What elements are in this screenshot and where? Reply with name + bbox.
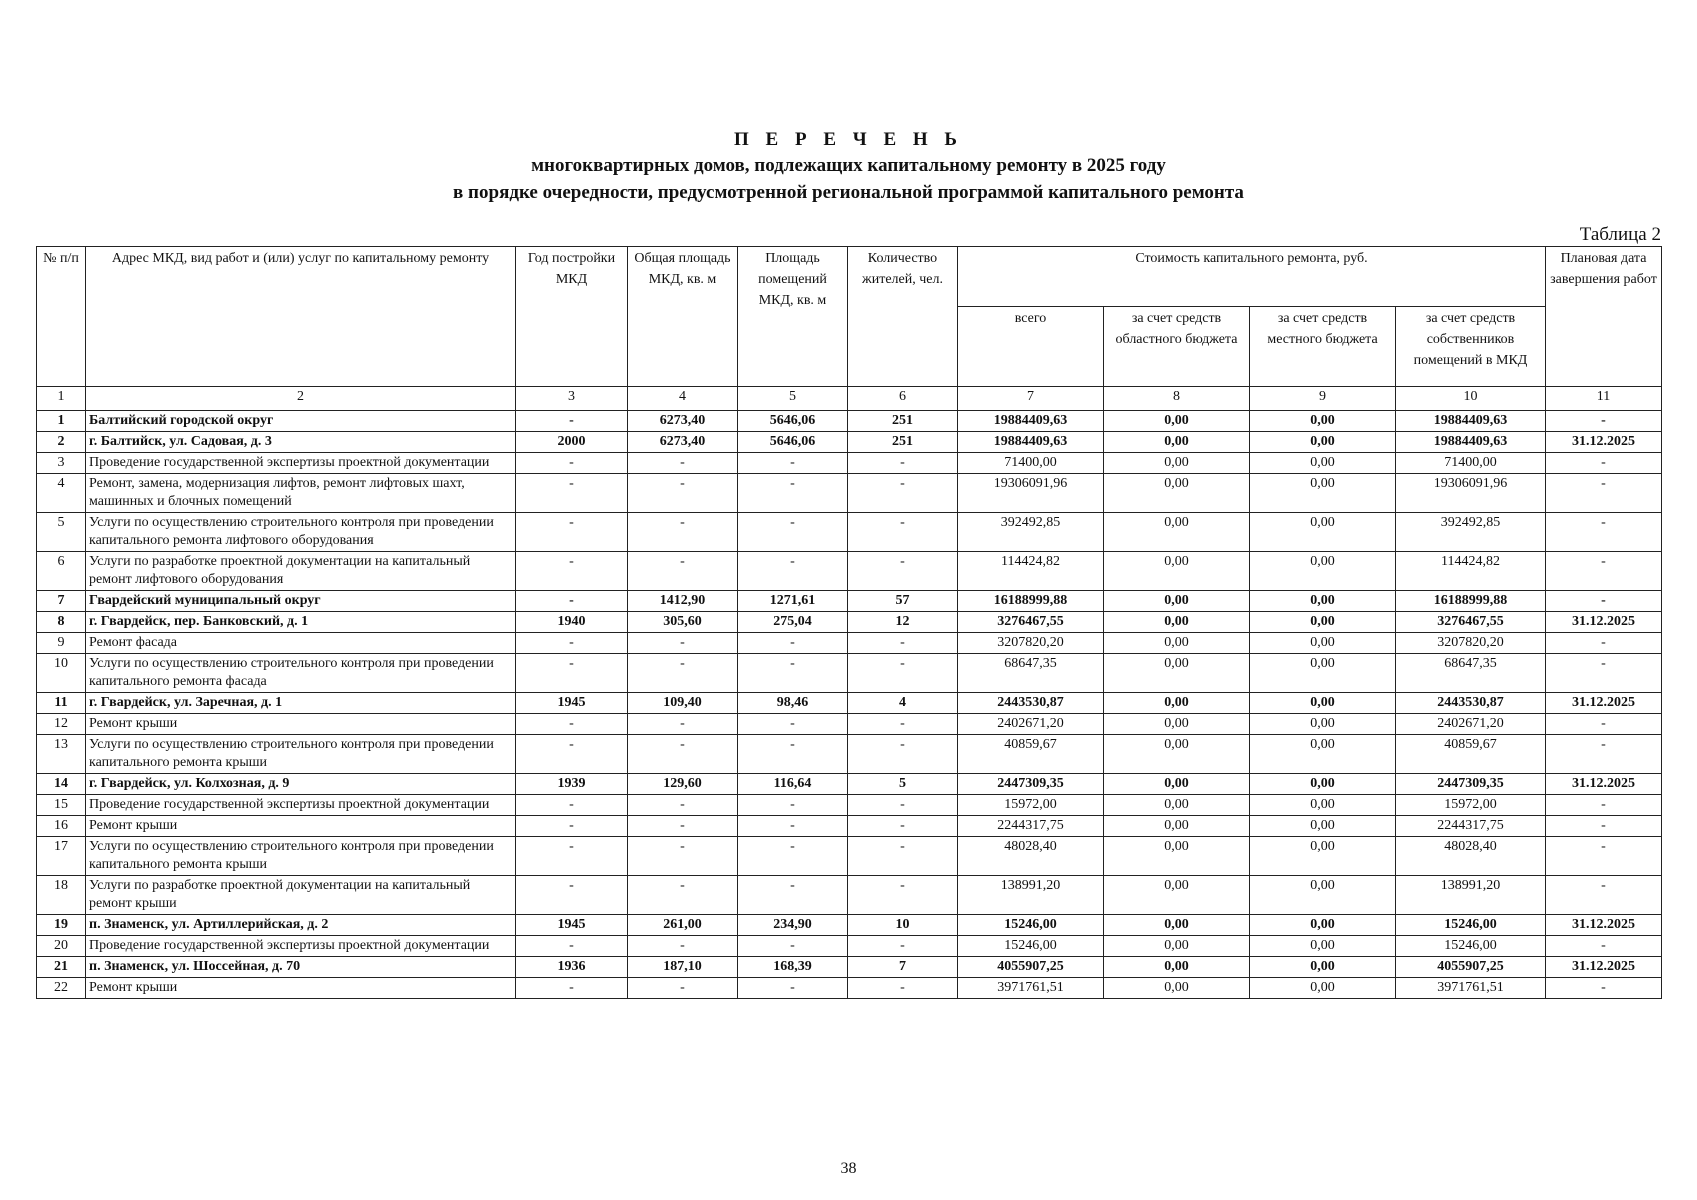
row-total-area: 1412,90 — [628, 591, 738, 612]
row-premises-area: 1271,61 — [738, 591, 848, 612]
row-cost-regional: 0,00 — [1104, 915, 1250, 936]
table-row — [37, 633, 1662, 654]
row-planned-date: 31.12.2025 — [1546, 612, 1662, 633]
column-numbers-row — [37, 387, 1662, 411]
table-row — [37, 654, 1662, 693]
row-cost-total: 40859,67 — [958, 735, 1104, 774]
row-total-area: - — [628, 978, 738, 999]
table-row-object — [37, 432, 1662, 453]
row-planned-date: - — [1546, 936, 1662, 957]
row-cost-regional: 0,00 — [1104, 795, 1250, 816]
column-number: 8 — [1104, 387, 1250, 411]
row-cost-regional: 0,00 — [1104, 957, 1250, 978]
row-residents: - — [848, 474, 958, 513]
row-cost-total: 3207820,20 — [958, 633, 1104, 654]
row-cost-local: 0,00 — [1250, 915, 1396, 936]
row-total-area: - — [628, 474, 738, 513]
row-premises-area: - — [738, 474, 848, 513]
row-residents: 5 — [848, 774, 958, 795]
row-planned-date: 31.12.2025 — [1546, 915, 1662, 936]
row-cost-total: 2402671,20 — [958, 714, 1104, 735]
table-row-object — [37, 915, 1662, 936]
row-planned-date: - — [1546, 795, 1662, 816]
row-cost-total: 15246,00 — [958, 936, 1104, 957]
table-row-object — [37, 411, 1662, 432]
document-title: П Е Р Е Ч Е Н Ь — [734, 129, 963, 150]
row-cost-total: 71400,00 — [958, 453, 1104, 474]
row-number: 9 — [37, 633, 86, 654]
row-work-name: Услуги по разработке проектной документации на капитальный ремонт лифтового оборудования — [86, 552, 516, 591]
row-premises-area: - — [738, 795, 848, 816]
table-row — [37, 816, 1662, 837]
row-cost-total: 2244317,75 — [958, 816, 1104, 837]
column-number: 5 — [738, 387, 848, 411]
row-premises-area: - — [738, 453, 848, 474]
row-cost-owners: 3276467,55 — [1396, 612, 1546, 633]
column-number: 2 — [86, 387, 516, 411]
row-residents: - — [848, 978, 958, 999]
header-cost-local: за счет средств местного бюджета — [1250, 307, 1396, 387]
row-cost-regional: 0,00 — [1104, 693, 1250, 714]
row-residents: 10 — [848, 915, 958, 936]
row-planned-date: - — [1546, 837, 1662, 876]
row-year: - — [516, 411, 628, 432]
header-num: № п/п — [37, 247, 86, 387]
row-cost-regional: 0,00 — [1104, 876, 1250, 915]
registry-body — [37, 411, 1662, 999]
row-cost-local: 0,00 — [1250, 957, 1396, 978]
row-residents: - — [848, 633, 958, 654]
row-cost-owners: 3971761,51 — [1396, 978, 1546, 999]
row-cost-local: 0,00 — [1250, 612, 1396, 633]
table-row — [37, 936, 1662, 957]
row-year: - — [516, 816, 628, 837]
row-year: 1945 — [516, 915, 628, 936]
row-residents: - — [848, 654, 958, 693]
row-cost-local: 0,00 — [1250, 816, 1396, 837]
row-year: - — [516, 876, 628, 915]
row-premises-area: 116,64 — [738, 774, 848, 795]
table-row — [37, 735, 1662, 774]
row-work-name: г. Гвардейск, пер. Банковский, д. 1 — [86, 612, 516, 633]
row-work-name: Услуги по осуществлению строительного контроля при проведении капитального ремонта фасада — [86, 654, 516, 693]
row-cost-local: 0,00 — [1250, 837, 1396, 876]
row-cost-regional: 0,00 — [1104, 591, 1250, 612]
row-planned-date: - — [1546, 816, 1662, 837]
row-cost-total: 19306091,96 — [958, 474, 1104, 513]
row-cost-owners: 19306091,96 — [1396, 474, 1546, 513]
row-premises-area: 5646,06 — [738, 432, 848, 453]
row-cost-regional: 0,00 — [1104, 453, 1250, 474]
row-total-area: - — [628, 633, 738, 654]
row-cost-total: 2447309,35 — [958, 774, 1104, 795]
row-number: 21 — [37, 957, 86, 978]
table-row — [37, 552, 1662, 591]
row-year: - — [516, 735, 628, 774]
table-row — [37, 978, 1662, 999]
row-total-area: - — [628, 552, 738, 591]
row-cost-owners: 19884409,63 — [1396, 411, 1546, 432]
row-residents: - — [848, 714, 958, 735]
row-cost-total: 392492,85 — [958, 513, 1104, 552]
row-premises-area: - — [738, 876, 848, 915]
row-number: 17 — [37, 837, 86, 876]
row-year: - — [516, 654, 628, 693]
row-residents: - — [848, 816, 958, 837]
row-work-name: Ремонт фасада — [86, 633, 516, 654]
row-cost-total: 19884409,63 — [958, 432, 1104, 453]
row-cost-local: 0,00 — [1250, 591, 1396, 612]
row-cost-local: 0,00 — [1250, 714, 1396, 735]
table-label: Таблица 2 — [1579, 224, 1661, 245]
row-total-area: - — [628, 936, 738, 957]
row-cost-regional: 0,00 — [1104, 936, 1250, 957]
row-cost-local: 0,00 — [1250, 693, 1396, 714]
row-year: - — [516, 552, 628, 591]
row-premises-area: - — [738, 714, 848, 735]
row-total-area: 6273,40 — [628, 432, 738, 453]
row-year: - — [516, 633, 628, 654]
row-planned-date: - — [1546, 654, 1662, 693]
row-cost-owners: 19884409,63 — [1396, 432, 1546, 453]
row-premises-area: 168,39 — [738, 957, 848, 978]
column-number: 4 — [628, 387, 738, 411]
row-cost-regional: 0,00 — [1104, 816, 1250, 837]
row-total-area: - — [628, 714, 738, 735]
row-planned-date: 31.12.2025 — [1546, 957, 1662, 978]
row-total-area: - — [628, 816, 738, 837]
row-cost-owners: 3207820,20 — [1396, 633, 1546, 654]
row-total-area: - — [628, 876, 738, 915]
row-cost-regional: 0,00 — [1104, 612, 1250, 633]
row-premises-area: - — [738, 654, 848, 693]
header-cost-group: Стоимость капитального ремонта, руб. — [958, 247, 1546, 307]
row-number: 11 — [37, 693, 86, 714]
row-planned-date: - — [1546, 714, 1662, 735]
row-premises-area: 98,46 — [738, 693, 848, 714]
row-residents: 251 — [848, 411, 958, 432]
row-work-name: Услуги по осуществлению строительного контроля при проведении капитального ремонта крыши — [86, 837, 516, 876]
row-planned-date: - — [1546, 513, 1662, 552]
row-cost-owners: 15246,00 — [1396, 936, 1546, 957]
row-cost-total: 15246,00 — [958, 915, 1104, 936]
row-residents: - — [848, 735, 958, 774]
row-cost-owners: 48028,40 — [1396, 837, 1546, 876]
row-cost-local: 0,00 — [1250, 936, 1396, 957]
row-work-name: Балтийский городской округ — [86, 411, 516, 432]
row-planned-date: 31.12.2025 — [1546, 432, 1662, 453]
row-planned-date: - — [1546, 453, 1662, 474]
row-planned-date: 31.12.2025 — [1546, 774, 1662, 795]
row-work-name: г. Гвардейск, ул. Заречная, д. 1 — [86, 693, 516, 714]
header-residents: Количество жителей, чел. — [848, 247, 958, 387]
row-cost-total: 16188999,88 — [958, 591, 1104, 612]
row-year: 1936 — [516, 957, 628, 978]
row-cost-local: 0,00 — [1250, 978, 1396, 999]
row-total-area: 109,40 — [628, 693, 738, 714]
column-number: 7 — [958, 387, 1104, 411]
row-number: 12 — [37, 714, 86, 735]
row-cost-local: 0,00 — [1250, 633, 1396, 654]
row-work-name: Услуги по осуществлению строительного контроля при проведении капитального ремонта крыши — [86, 735, 516, 774]
row-work-name: Проведение государственной экспертизы проектной документации — [86, 936, 516, 957]
row-cost-local: 0,00 — [1250, 774, 1396, 795]
row-premises-area: - — [738, 837, 848, 876]
table-row-object — [37, 612, 1662, 633]
row-cost-regional: 0,00 — [1104, 837, 1250, 876]
row-work-name: Проведение государственной экспертизы проектной документации — [86, 453, 516, 474]
row-total-area: - — [628, 837, 738, 876]
row-residents: - — [848, 513, 958, 552]
table-row — [37, 513, 1662, 552]
row-total-area: 187,10 — [628, 957, 738, 978]
row-total-area: 129,60 — [628, 774, 738, 795]
table-row — [37, 876, 1662, 915]
row-year: - — [516, 591, 628, 612]
row-number: 14 — [37, 774, 86, 795]
row-cost-owners: 15972,00 — [1396, 795, 1546, 816]
row-premises-area: - — [738, 936, 848, 957]
row-cost-owners: 138991,20 — [1396, 876, 1546, 915]
column-number: 10 — [1396, 387, 1546, 411]
row-work-name: п. Знаменск, ул. Артиллерийская, д. 2 — [86, 915, 516, 936]
row-cost-regional: 0,00 — [1104, 774, 1250, 795]
row-cost-local: 0,00 — [1250, 876, 1396, 915]
row-premises-area: - — [738, 513, 848, 552]
table-row — [37, 714, 1662, 735]
page-number: 38 — [840, 1160, 857, 1177]
row-cost-total: 68647,35 — [958, 654, 1104, 693]
column-number: 6 — [848, 387, 958, 411]
row-number: 4 — [37, 474, 86, 513]
header-total-area: Общая площадь МКД, кв. м — [628, 247, 738, 387]
row-planned-date: - — [1546, 411, 1662, 432]
row-total-area: - — [628, 453, 738, 474]
row-number: 8 — [37, 612, 86, 633]
row-cost-total: 138991,20 — [958, 876, 1104, 915]
document-title-block — [0, 128, 1697, 206]
row-work-name: г. Балтийск, ул. Садовая, д. 3 — [86, 432, 516, 453]
row-cost-local: 0,00 — [1250, 411, 1396, 432]
row-residents: - — [848, 876, 958, 915]
row-number: 7 — [37, 591, 86, 612]
row-total-area: - — [628, 513, 738, 552]
row-cost-total: 48028,40 — [958, 837, 1104, 876]
row-year: 1940 — [516, 612, 628, 633]
row-premises-area: 5646,06 — [738, 411, 848, 432]
row-cost-local: 0,00 — [1250, 432, 1396, 453]
row-premises-area: - — [738, 978, 848, 999]
header-premises-area: Площадь помещений МКД, кв. м — [738, 247, 848, 387]
row-work-name: Ремонт крыши — [86, 978, 516, 999]
row-total-area: - — [628, 654, 738, 693]
row-cost-owners: 40859,67 — [1396, 735, 1546, 774]
row-planned-date: - — [1546, 633, 1662, 654]
document-subtitle-2: в порядке очередности, предусмотренной региональной программой капитального ремонта — [453, 182, 1244, 203]
document-subtitle-1: многоквартирных домов, подлежащих капитальному ремонту в 2025 году — [531, 155, 1166, 176]
row-cost-total: 3276467,55 — [958, 612, 1104, 633]
row-number: 22 — [37, 978, 86, 999]
row-cost-regional: 0,00 — [1104, 633, 1250, 654]
row-number: 1 — [37, 411, 86, 432]
row-cost-owners: 2447309,35 — [1396, 774, 1546, 795]
row-planned-date: - — [1546, 474, 1662, 513]
row-work-name: Гвардейский муниципальный округ — [86, 591, 516, 612]
row-planned-date: - — [1546, 978, 1662, 999]
row-cost-local: 0,00 — [1250, 552, 1396, 591]
row-residents: - — [848, 936, 958, 957]
row-year: - — [516, 978, 628, 999]
row-residents: 57 — [848, 591, 958, 612]
row-cost-regional: 0,00 — [1104, 552, 1250, 591]
row-cost-regional: 0,00 — [1104, 474, 1250, 513]
row-planned-date: 31.12.2025 — [1546, 693, 1662, 714]
row-year: - — [516, 837, 628, 876]
row-cost-total: 2443530,87 — [958, 693, 1104, 714]
row-number: 18 — [37, 876, 86, 915]
row-planned-date: - — [1546, 876, 1662, 915]
row-number: 13 — [37, 735, 86, 774]
row-planned-date: - — [1546, 552, 1662, 591]
row-cost-local: 0,00 — [1250, 453, 1396, 474]
row-residents: - — [848, 837, 958, 876]
row-residents: - — [848, 453, 958, 474]
row-year: 1945 — [516, 693, 628, 714]
table-row-object — [37, 957, 1662, 978]
row-work-name: Ремонт, замена, модернизация лифтов, ремонт лифтовых шахт, машинных и блочных помещений — [86, 474, 516, 513]
row-residents: 12 — [848, 612, 958, 633]
row-year: 2000 — [516, 432, 628, 453]
header-cost-total: всего — [958, 307, 1104, 387]
row-number: 10 — [37, 654, 86, 693]
row-number: 6 — [37, 552, 86, 591]
row-work-name: Проведение государственной экспертизы проектной документации — [86, 795, 516, 816]
row-cost-total: 114424,82 — [958, 552, 1104, 591]
row-cost-owners: 392492,85 — [1396, 513, 1546, 552]
row-residents: 251 — [848, 432, 958, 453]
header-cost-owners: за счет средств собственников помещений в МКД — [1396, 307, 1546, 387]
header-cost-regional: за счет средств областного бюджета — [1104, 307, 1250, 387]
row-total-area: - — [628, 735, 738, 774]
row-cost-regional: 0,00 — [1104, 978, 1250, 999]
row-work-name: п. Знаменск, ул. Шоссейная, д. 70 — [86, 957, 516, 978]
row-cost-owners: 15246,00 — [1396, 915, 1546, 936]
row-cost-regional: 0,00 — [1104, 432, 1250, 453]
row-planned-date: - — [1546, 591, 1662, 612]
row-total-area: - — [628, 795, 738, 816]
row-cost-regional: 0,00 — [1104, 714, 1250, 735]
header-address: Адрес МКД, вид работ и (или) услуг по капитальному ремонту — [86, 247, 516, 387]
row-cost-owners: 4055907,25 — [1396, 957, 1546, 978]
row-cost-owners: 71400,00 — [1396, 453, 1546, 474]
row-work-name: Услуги по осуществлению строительного контроля при проведении капитального ремонта лифтового оборудования — [86, 513, 516, 552]
row-number: 15 — [37, 795, 86, 816]
row-cost-local: 0,00 — [1250, 654, 1396, 693]
column-number: 11 — [1546, 387, 1662, 411]
row-year: - — [516, 714, 628, 735]
header-year: Год постройки МКД — [516, 247, 628, 387]
table-row — [37, 474, 1662, 513]
row-cost-local: 0,00 — [1250, 474, 1396, 513]
row-cost-total: 4055907,25 — [958, 957, 1104, 978]
row-residents: 4 — [848, 693, 958, 714]
row-cost-owners: 2443530,87 — [1396, 693, 1546, 714]
row-work-name: Ремонт крыши — [86, 816, 516, 837]
row-cost-total: 3971761,51 — [958, 978, 1104, 999]
table-row — [37, 795, 1662, 816]
row-work-name: г. Гвардейск, ул. Колхозная, д. 9 — [86, 774, 516, 795]
row-cost-regional: 0,00 — [1104, 411, 1250, 432]
column-number: 1 — [37, 387, 86, 411]
row-year: - — [516, 513, 628, 552]
row-cost-owners: 114424,82 — [1396, 552, 1546, 591]
row-cost-local: 0,00 — [1250, 795, 1396, 816]
header-planned-date: Плановая дата завершения работ — [1546, 247, 1662, 387]
row-cost-owners: 2244317,75 — [1396, 816, 1546, 837]
row-residents: 7 — [848, 957, 958, 978]
row-total-area: 261,00 — [628, 915, 738, 936]
table-row — [37, 453, 1662, 474]
table-row-object — [37, 693, 1662, 714]
row-year: - — [516, 795, 628, 816]
table-row-object — [37, 591, 1662, 612]
registry-table — [36, 246, 1662, 999]
row-premises-area: 275,04 — [738, 612, 848, 633]
row-premises-area: - — [738, 552, 848, 591]
table-row-object — [37, 774, 1662, 795]
row-year: - — [516, 453, 628, 474]
row-year: 1939 — [516, 774, 628, 795]
row-cost-regional: 0,00 — [1104, 735, 1250, 774]
row-cost-total: 15972,00 — [958, 795, 1104, 816]
row-year: - — [516, 936, 628, 957]
row-cost-local: 0,00 — [1250, 735, 1396, 774]
row-cost-owners: 2402671,20 — [1396, 714, 1546, 735]
row-number: 20 — [37, 936, 86, 957]
row-number: 2 — [37, 432, 86, 453]
row-number: 19 — [37, 915, 86, 936]
row-total-area: 305,60 — [628, 612, 738, 633]
row-residents: - — [848, 552, 958, 591]
row-work-name: Ремонт крыши — [86, 714, 516, 735]
row-premises-area: - — [738, 735, 848, 774]
table-row — [37, 837, 1662, 876]
row-residents: - — [848, 795, 958, 816]
row-premises-area: - — [738, 633, 848, 654]
column-number: 9 — [1250, 387, 1396, 411]
row-year: - — [516, 474, 628, 513]
row-cost-regional: 0,00 — [1104, 513, 1250, 552]
row-total-area: 6273,40 — [628, 411, 738, 432]
row-cost-total: 19884409,63 — [958, 411, 1104, 432]
row-cost-owners: 16188999,88 — [1396, 591, 1546, 612]
row-work-name: Услуги по разработке проектной документации на капитальный ремонт крыши — [86, 876, 516, 915]
row-number: 5 — [37, 513, 86, 552]
row-cost-regional: 0,00 — [1104, 654, 1250, 693]
column-number: 3 — [516, 387, 628, 411]
row-premises-area: 234,90 — [738, 915, 848, 936]
row-premises-area: - — [738, 816, 848, 837]
row-number: 3 — [37, 453, 86, 474]
row-planned-date: - — [1546, 735, 1662, 774]
row-cost-owners: 68647,35 — [1396, 654, 1546, 693]
row-number: 16 — [37, 816, 86, 837]
row-cost-local: 0,00 — [1250, 513, 1396, 552]
